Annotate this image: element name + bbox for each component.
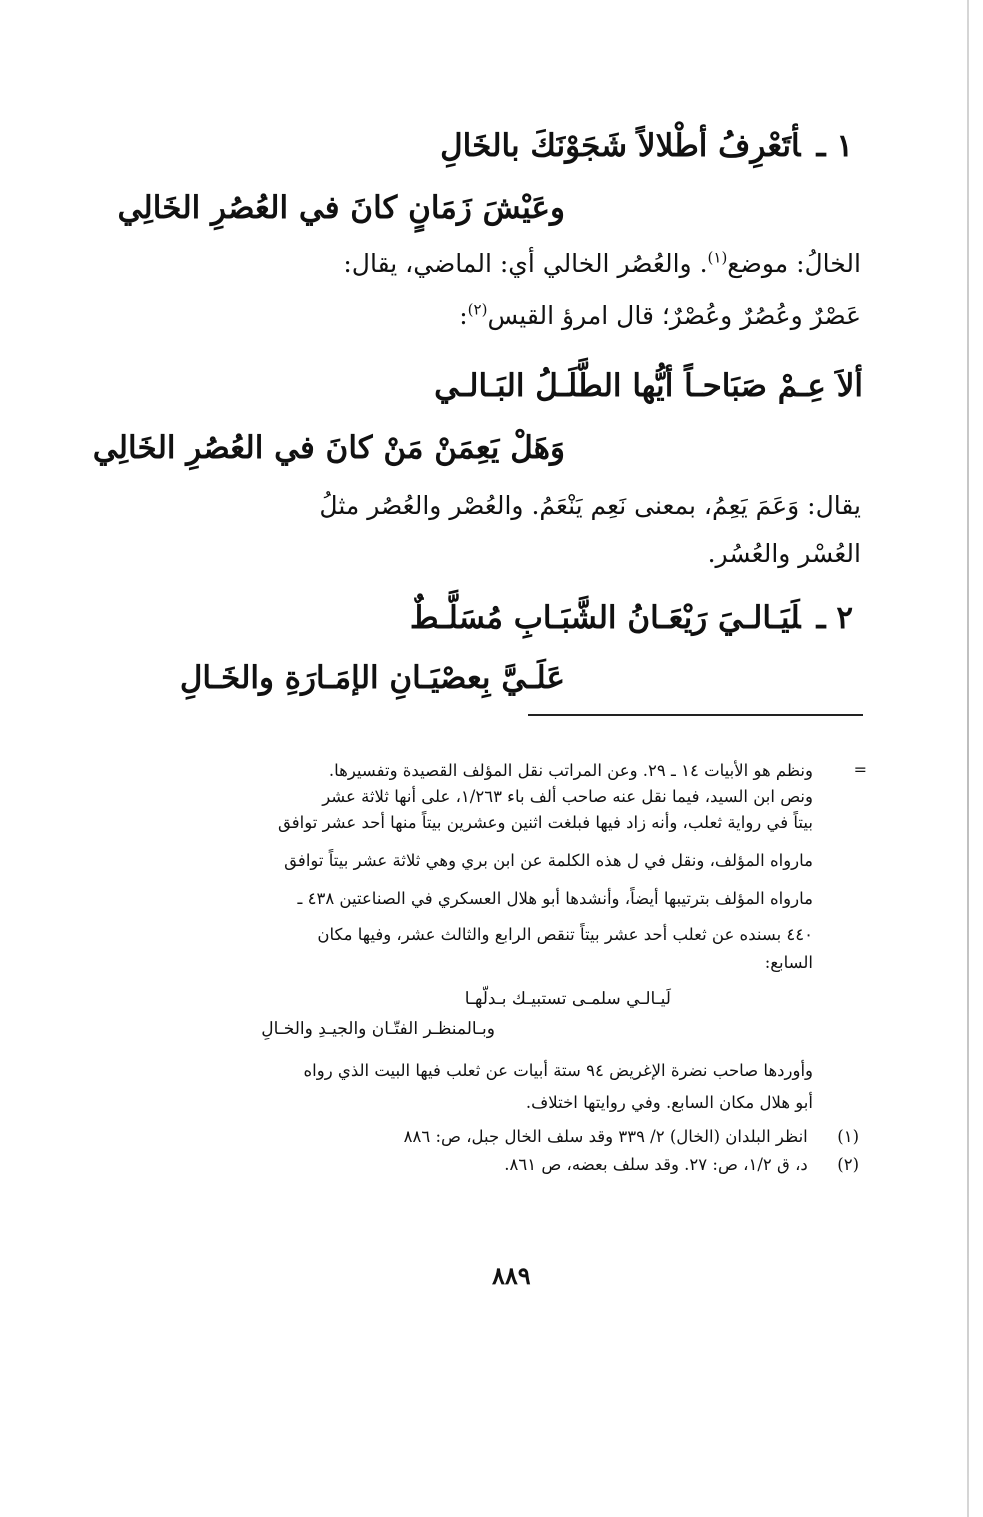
footnote-after-line: وأوردها صاحب نضرة الإغريض ٩٤ ستة أبيات عن ثعلب فيها البيت الذي رواه xyxy=(303,1061,813,1080)
commentary-text: . والعُصُر الخالي أي: الماضي، يقال: xyxy=(343,249,708,278)
footnote-ref-2: (٢) xyxy=(467,300,488,319)
footnote-cont-line: ونص ابن السيد، فيما نقل عنه صاحب ألف باء ١/٢٦٣، على أنها ثلاثة عشر xyxy=(322,787,813,806)
commentary-text: عَصْرٌ وعُصُرٌ وعُصْرٌ؛ قال امرؤ القيس xyxy=(487,301,861,330)
footnote-ref-1: (١) xyxy=(707,248,728,267)
commentary-text: : xyxy=(459,301,468,330)
footnote-cont-line: مارواه المؤلف، ونقل في ل هذه الكلمة عن ابن بري وهي ثلاثة عشر بيتاً توافق xyxy=(284,851,813,870)
quoted-verse-hemistich-1: ألاَ عِـمْ صَبَاحـاً أيُّها الطَّلَـلُ البَـالـي xyxy=(434,368,863,404)
commentary-text: الخالُ: موضع xyxy=(727,249,861,278)
footnote-continuation-marker: = xyxy=(853,760,867,779)
quoted-verse-hemistich-2: وَهَلْ يَعِمَنْ مَنْ كانَ في العُصُرِ الخَالِي xyxy=(92,430,565,466)
page-number: ٨٨٩ xyxy=(492,1261,531,1290)
footnote-1-text: انظر البلدان (الخال) ٢/ ٣٣٩ وقد سلف الخال جبل، ص: ٨٨٦ xyxy=(403,1127,808,1146)
verse-1-first-hemistich xyxy=(440,124,853,168)
verse-2-second-hemistich: عَلَـيَّ بِعصْيَـانِ الإمَـارَةِ والخَـالِ xyxy=(179,660,565,696)
footnote-cont-line: ونظم هو الأبيات ١٤ ـ ٢٩. وعن المراتب نقل المؤلف القصيدة وتفسيرها. xyxy=(328,761,813,780)
verse-1-second-hemistich: وعَيْشَ زَمَانٍ كانَ في العُصُرِ الخَالِي xyxy=(117,190,565,226)
verse-1-hemistich-1: أتَعْرِفُ أطْلالاً شَجَوْنَكَ بالخَالِ xyxy=(440,128,801,164)
commentary-2-line-2: العُسْر والعُسُر. xyxy=(707,539,861,568)
footnote-cont-line: ٤٤٠ بسنده عن ثعلب أحد عشر بيتاً تنقص الرابع والثالث عشر، وفيها مكان xyxy=(317,925,813,944)
verse-2-first-hemistich xyxy=(410,596,853,640)
commentary-1-line-1 xyxy=(120,248,861,280)
footnote-2-number: (٢) xyxy=(837,1155,859,1174)
footnote-verse-hemistich-1: لَيـالـي سلمـى تستبيـك بـدلّهـا xyxy=(464,989,671,1009)
footnote-1-number: (١) xyxy=(837,1127,859,1146)
verse-2-number: ٢ ـ xyxy=(816,600,853,636)
scan-edge-shadow xyxy=(967,0,969,1517)
footnote-2-text: د، ق ١/٢، ص: ٢٧. وقد سلف بعضه، ص ٨٦١. xyxy=(504,1155,808,1174)
commentary-2-line-1: يقال: وَعَمَ يَعِمُ، بمعنى نَعِم يَنْعَمُ. والعُصْر والعُصُر مثلُ xyxy=(319,491,861,520)
footnote-cont-line: السابع: xyxy=(764,953,813,972)
footnote-1 xyxy=(404,1124,859,1150)
verse-2-hemistich-1: لَيَـالـيَ رَيْعَـانُ الشَّبَـابِ مُسَلَّـطٌ xyxy=(409,600,801,636)
footnote-cont-line: بيتاً في رواية ثعلب، وأنه زاد فيها فبلغت اثنين وعشرين بيتاً منها أحد عشر توافق xyxy=(277,813,813,832)
verse-1-number: ١ ـ xyxy=(816,128,853,164)
footnote-after-line: أبو هلال مكان السابع. وفي روايتها اختلاف. xyxy=(525,1093,813,1112)
footnote-verse-hemistich-2: وبـالمنظـر الفتّـان والجيـدِ والخـالِ xyxy=(261,1019,495,1039)
commentary-1-line-2 xyxy=(120,300,861,332)
footnote-2 xyxy=(504,1152,859,1178)
footnote-cont-line: مارواه المؤلف بترتيبها أيضاً، وأنشدها أبو هلال العسكري في الصناعتين ٤٣٨ ـ xyxy=(297,889,813,908)
footnote-separator-rule xyxy=(528,714,863,716)
